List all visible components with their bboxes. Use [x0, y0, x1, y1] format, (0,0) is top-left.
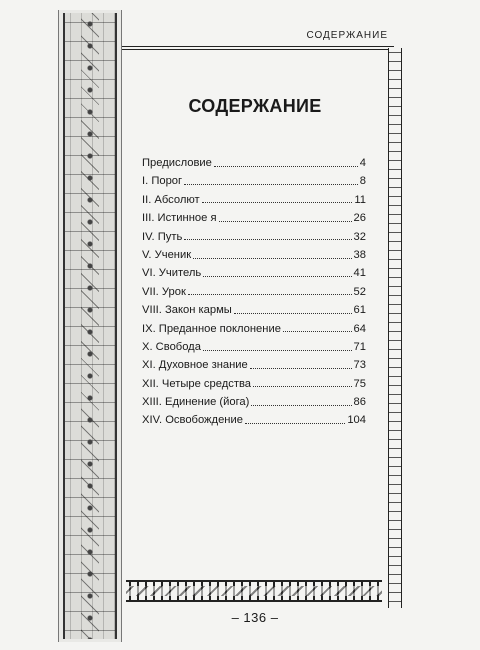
toc-entry-label: X. Свобода [142, 340, 201, 353]
dot-leader [203, 276, 351, 277]
toc-entry-page: 73 [353, 359, 366, 372]
toc-entry-page: 4 [359, 157, 366, 169]
toc-entry-page: 11 [354, 193, 366, 206]
toc-entry[interactable] [142, 338, 366, 356]
toc-entry-label: III. Истинное я [142, 212, 217, 225]
toc-entry-label: Предисловие [142, 157, 212, 169]
toc-entry-page: 75 [353, 377, 366, 390]
toc-entry-page: 104 [347, 414, 366, 427]
toc-entry[interactable] [142, 246, 366, 264]
toc-entry-label: V. Ученик [142, 248, 192, 261]
dot-leader [251, 405, 351, 406]
dot-leader [188, 294, 352, 295]
dot-leader [193, 258, 351, 259]
dot-leader [250, 368, 352, 369]
toc-entry[interactable] [142, 172, 366, 190]
toc-entry[interactable] [142, 264, 366, 282]
dot-leader [214, 166, 358, 167]
toc-entry-page: 52 [353, 285, 366, 298]
page-number: – 136 – [231, 610, 279, 625]
dot-leader [219, 221, 352, 222]
toc-entry-page: 32 [353, 230, 366, 243]
toc-entry[interactable] [142, 301, 366, 319]
toc-entry-page: 38 [353, 248, 366, 261]
toc-entry-label: II. Абсолют [142, 193, 200, 206]
toc-entry[interactable] [142, 411, 366, 429]
toc-entry[interactable] [142, 154, 366, 172]
toc-entry-label: XII. Четыре средства [142, 377, 251, 390]
dot-leader [184, 184, 358, 185]
toc-entry[interactable] [142, 191, 366, 209]
left-ornamental-border [58, 10, 122, 642]
running-head: СОДЕРЖАНИЕ [306, 30, 388, 41]
toc-entry-page: 64 [353, 322, 366, 335]
toc-entry-label: XI. Духовное знание [142, 359, 248, 372]
right-ornamental-border [388, 48, 402, 608]
toc-entry-label: VIII. Закон кармы [142, 304, 232, 317]
toc-entry-label: VII. Урок [142, 285, 186, 298]
toc-entry-page: 41 [353, 267, 366, 280]
toc-entry[interactable] [142, 375, 366, 393]
toc-entry[interactable] [142, 283, 366, 301]
toc-entry[interactable] [142, 320, 366, 338]
dot-leader [234, 313, 352, 314]
toc-entry-page: 8 [359, 175, 366, 188]
ornament-pattern [63, 13, 117, 639]
toc-entry-label: IX. Преданное поклонение [142, 322, 281, 335]
toc-title: СОДЕРЖАНИЕ [188, 96, 322, 116]
toc-entry[interactable] [142, 228, 366, 246]
dot-leader [245, 423, 345, 424]
toc-entry-label: IV. Путь [142, 230, 183, 243]
toc-entry[interactable] [142, 356, 366, 374]
toc-entry-page: 26 [353, 212, 366, 225]
toc-entry-page: 86 [353, 396, 366, 409]
vine-ornament [81, 13, 99, 639]
bottom-ornament [126, 580, 382, 602]
dot-leader [184, 239, 351, 240]
dot-leader [203, 350, 352, 351]
dot-leader [202, 202, 353, 203]
toc-entry-label: VI. Учитель [142, 267, 202, 280]
toc-entry-label: XIV. Освобождение [142, 414, 243, 427]
toc-entry[interactable] [142, 393, 366, 411]
toc-entry[interactable] [142, 209, 366, 227]
toc-entry-page: 61 [353, 304, 366, 317]
toc-entry-page: 71 [353, 340, 366, 353]
dot-leader [283, 331, 352, 332]
table-of-contents [142, 154, 366, 430]
toc-entry-label: I. Порог [142, 175, 183, 188]
toc-entry-label: XIII. Единение (йога) [142, 396, 250, 409]
dot-leader [253, 386, 352, 387]
